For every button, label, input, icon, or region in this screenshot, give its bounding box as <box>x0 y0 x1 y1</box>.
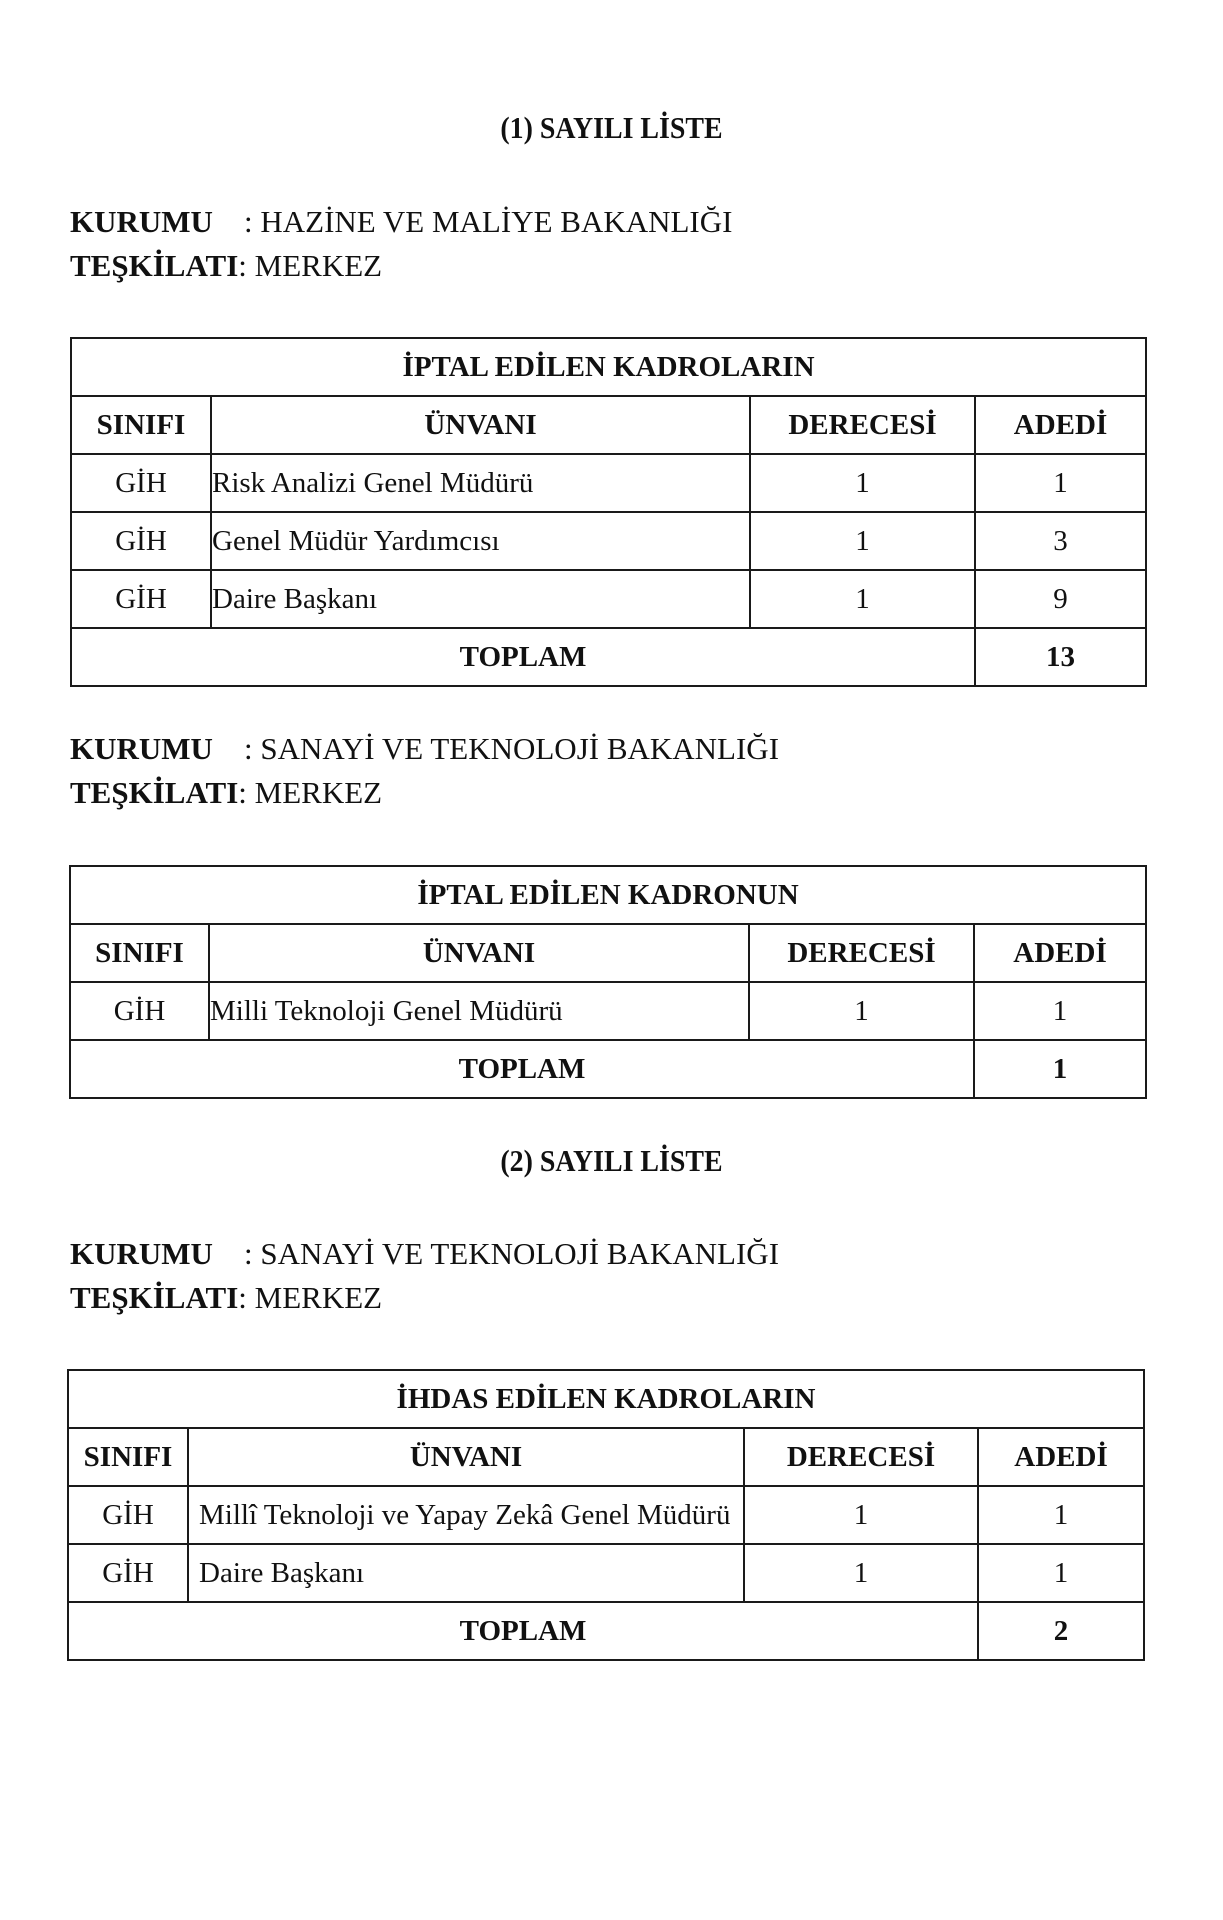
table-caption: İPTAL EDİLEN KADROLARIN <box>71 338 1146 396</box>
total-value: 13 <box>975 628 1146 686</box>
cadre-table-1 <box>70 337 1147 687</box>
col-header-adedi: ADEDİ <box>975 396 1146 454</box>
total-label: TOPLAM <box>71 628 975 686</box>
cell-adedi: 1 <box>978 1544 1144 1602</box>
table-row <box>70 982 1146 1040</box>
teskilat-label: TEŞKİLATI <box>70 248 239 283</box>
institution-info-3 <box>70 1232 779 1320</box>
col-header-sinifi: SINIFI <box>68 1428 188 1486</box>
total-label: TOPLAM <box>68 1602 978 1660</box>
col-header-unvani: ÜNVANI <box>211 396 750 454</box>
cell-unvani: Millî Teknoloji ve Yapay Zekâ Genel Müdürü <box>188 1486 744 1544</box>
institution-info-2 <box>70 727 779 815</box>
teskilat-label: TEŞKİLATI <box>70 775 239 810</box>
teskilat-value: : MERKEZ <box>238 775 383 810</box>
cell-adedi: 9 <box>975 570 1146 628</box>
kurum-value: : HAZİNE VE MALİYE BAKANLIĞI <box>244 204 733 239</box>
list-2-title: (2) SAYILI LİSTE <box>500 1143 723 1178</box>
cell-derecesi: 1 <box>749 982 974 1040</box>
cell-sinifi: GİH <box>71 454 211 512</box>
col-header-sinifi: SINIFI <box>71 396 211 454</box>
kurum-row <box>70 1232 779 1276</box>
total-label: TOPLAM <box>70 1040 974 1098</box>
kurum-label: KURUMU <box>70 1236 213 1271</box>
total-value: 1 <box>974 1040 1146 1098</box>
col-header-derecesi: DERECESİ <box>744 1428 978 1486</box>
cell-sinifi: GİH <box>71 512 211 570</box>
table-row <box>68 1544 1144 1602</box>
table-total-row <box>71 628 1146 686</box>
cell-unvani: Daire Başkanı <box>188 1544 744 1602</box>
col-header-derecesi: DERECESİ <box>749 924 974 982</box>
kurum-value: : SANAYİ VE TEKNOLOJİ BAKANLIĞI <box>244 1236 780 1271</box>
kurum-label: KURUMU <box>70 204 213 239</box>
cell-derecesi: 1 <box>744 1544 978 1602</box>
kurum-value: : SANAYİ VE TEKNOLOJİ BAKANLIĞI <box>244 731 780 766</box>
cell-sinifi: GİH <box>68 1544 188 1602</box>
cell-derecesi: 1 <box>744 1486 978 1544</box>
cell-adedi: 1 <box>975 454 1146 512</box>
table-row <box>71 454 1146 512</box>
table-row <box>71 570 1146 628</box>
cadre-table-3 <box>67 1369 1145 1661</box>
cadre-table-2 <box>69 865 1147 1099</box>
teskilat-row <box>70 771 779 815</box>
teskilat-label: TEŞKİLATI <box>70 1280 239 1315</box>
cell-sinifi: GİH <box>68 1486 188 1544</box>
col-header-sinifi: SINIFI <box>70 924 209 982</box>
col-header-derecesi: DERECESİ <box>750 396 975 454</box>
institution-info-1 <box>70 200 732 288</box>
cell-sinifi: GİH <box>70 982 209 1040</box>
cell-derecesi: 1 <box>750 512 975 570</box>
table-header-row <box>71 396 1146 454</box>
table-total-row <box>70 1040 1146 1098</box>
teskilat-value: : MERKEZ <box>238 248 383 283</box>
total-value: 2 <box>978 1602 1144 1660</box>
cell-unvani: Risk Analizi Genel Müdürü <box>211 454 750 512</box>
cell-unvani: Milli Teknoloji Genel Müdürü <box>209 982 749 1040</box>
cell-derecesi: 1 <box>750 454 975 512</box>
col-header-adedi: ADEDİ <box>978 1428 1144 1486</box>
teskilat-row <box>70 244 732 288</box>
table-header-row <box>68 1428 1144 1486</box>
cell-unvani: Genel Müdür Yardımcısı <box>211 512 750 570</box>
teskilat-row <box>70 1276 779 1320</box>
kurum-row <box>70 727 779 771</box>
cell-sinifi: GİH <box>71 570 211 628</box>
table-caption: İHDAS EDİLEN KADROLARIN <box>68 1370 1144 1428</box>
table-row <box>71 512 1146 570</box>
cell-adedi: 1 <box>974 982 1146 1040</box>
cell-adedi: 3 <box>975 512 1146 570</box>
col-header-unvani: ÜNVANI <box>188 1428 744 1486</box>
kurum-label: KURUMU <box>70 731 213 766</box>
table-header-row <box>70 924 1146 982</box>
teskilat-value: : MERKEZ <box>238 1280 383 1315</box>
table-caption: İPTAL EDİLEN KADRONUN <box>70 866 1146 924</box>
cell-derecesi: 1 <box>750 570 975 628</box>
cell-unvani: Daire Başkanı <box>211 570 750 628</box>
table-row <box>68 1486 1144 1544</box>
kurum-row <box>70 200 732 244</box>
list-1-title: (1) SAYILI LİSTE <box>500 110 723 145</box>
col-header-adedi: ADEDİ <box>974 924 1146 982</box>
table-total-row <box>68 1602 1144 1660</box>
col-header-unvani: ÜNVANI <box>209 924 749 982</box>
cell-adedi: 1 <box>978 1486 1144 1544</box>
